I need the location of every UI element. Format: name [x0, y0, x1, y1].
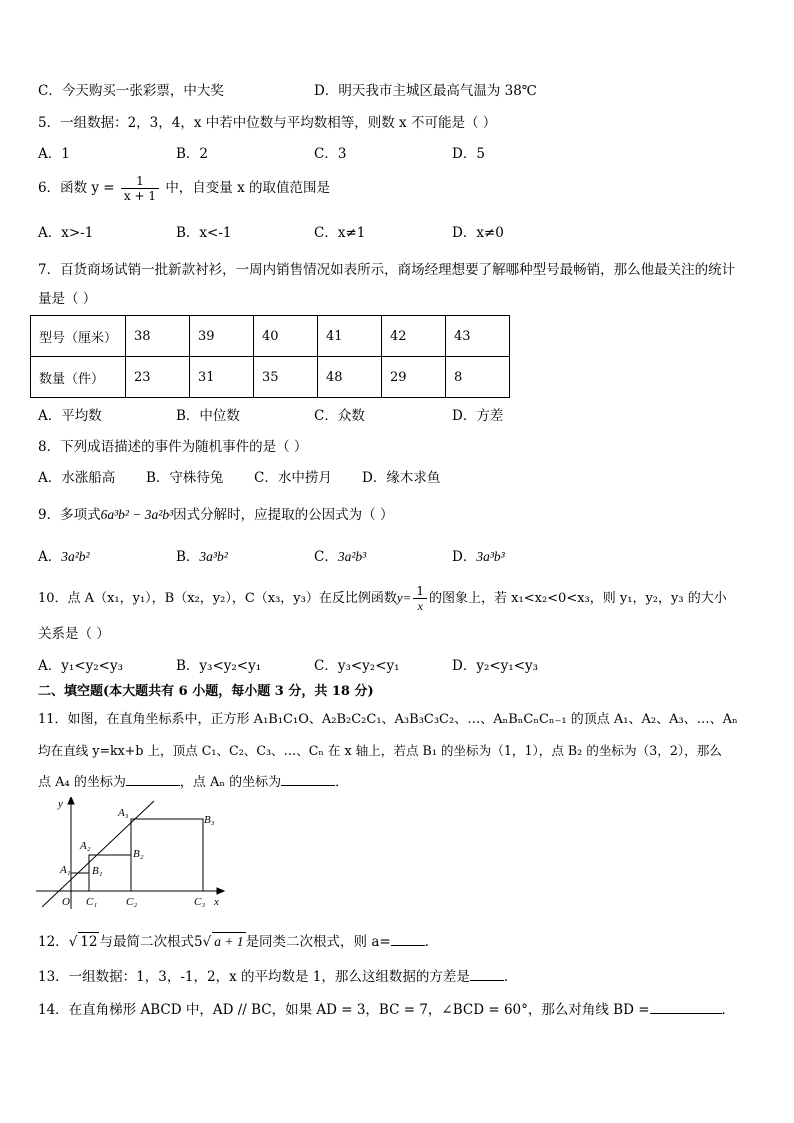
q12-stem: [38, 932, 438, 951]
sqrt-symbol: √: [202, 934, 212, 950]
q11-line3-b: ，点 Aₙ 的坐标为: [179, 775, 282, 790]
label-a2: A₂: [80, 840, 91, 852]
q7-option-c: C．众数: [314, 408, 365, 424]
table-cell: 38: [126, 316, 190, 357]
q10-fraction: [413, 584, 427, 613]
q9-option-d: D．3a³b³: [452, 549, 505, 565]
q12-end: ．: [424, 934, 439, 950]
q10-option-a: A．y₁<y₂<y₃: [38, 658, 123, 674]
answer-blank-q14[interactable]: [650, 1001, 722, 1014]
q13-stem: [38, 968, 517, 986]
q14-stem: [38, 1001, 735, 1019]
q11-line3-c: ．: [335, 775, 349, 790]
answer-blank-an[interactable]: [281, 773, 335, 786]
table-cell: 43: [446, 316, 510, 357]
q11-figure: [34, 797, 234, 912]
q8-stem: 8．下列成语描述的事件为随机事件的是（ ）: [38, 439, 308, 455]
q10-denominator: x: [417, 599, 423, 613]
table-cell: 31: [190, 357, 254, 398]
q11-line2: 均在直线 y=kx+b 上，顶点 C₁、C₂、C₃、…、Cₙ 在 x 轴上，若点 B₁ 的坐标为（1，1），点 B₂ 的坐标为（3，2），那么: [38, 743, 722, 758]
q12-sqrt2: a + 1: [214, 934, 244, 949]
section-2-title: 二、填空题(本大题共有 6 小题，每小题 3 分，共 18 分): [38, 684, 374, 699]
q6-y-eq: y =: [91, 180, 115, 196]
table-cell: 8: [446, 357, 510, 398]
label-a1: A₁: [60, 864, 71, 876]
q7-option-d: D．方差: [452, 408, 504, 424]
q8-option-c: C．水中捞月: [254, 470, 332, 486]
table-cell: 40: [254, 316, 318, 357]
q9-option-b: B．3a³b²: [176, 549, 228, 565]
q6-fraction: [121, 174, 159, 203]
q5-option-a: A．1: [38, 146, 70, 162]
q10-option-d: D．y₂<y₁<y₃: [452, 658, 539, 674]
label-c2: C₂: [126, 896, 138, 908]
q12-coef: 5: [193, 934, 203, 950]
q6-prefix: 6．函数: [38, 180, 88, 196]
q5-option-d: D．5: [452, 146, 485, 162]
table-header-cell: 数量（件）: [31, 357, 126, 398]
q13-end: ．: [503, 969, 518, 985]
q6-option-d: D．x≠0: [452, 225, 504, 241]
q12-suffix: 是同类二次根式，则 a=: [245, 934, 391, 950]
table-cell: 48: [318, 357, 382, 398]
table-header-cell: 型号（厘米）: [31, 316, 126, 357]
table-cell: 39: [190, 316, 254, 357]
q11-line3: [38, 773, 348, 792]
sqrt-symbol: √: [68, 934, 78, 950]
q9-option-a: A．3a²b²: [38, 549, 90, 565]
q6-suffix: 中，自变量 x 的取值范围是: [165, 180, 331, 196]
table-cell: 41: [318, 316, 382, 357]
q6-option-c: C．x≠1: [314, 225, 366, 241]
label-b1: B₁: [92, 865, 103, 877]
y-axis-arrow: [68, 797, 74, 804]
q6-option-b: B．x<-1: [176, 225, 232, 241]
table-cell: 42: [382, 316, 446, 357]
q10-option-b: B．y₃<y₂<y₁: [176, 658, 262, 674]
q10-suffix: 的图象上，若 x₁<x₂<0<x₃，则 y₁，y₂，y₃ 的大小: [429, 591, 727, 606]
q6-option-a: A．x>-1: [38, 225, 94, 241]
q7-stem-line2: 量是（ ）: [38, 291, 97, 307]
q10-numerator: 1: [413, 584, 427, 599]
q9-expression: 6a³b² − 3a²b³: [100, 507, 174, 522]
q7-option-a: A．平均数: [38, 408, 102, 424]
label-b2: B₂: [133, 848, 144, 860]
q11-line3-a: 点 A₄ 的坐标为: [38, 775, 126, 790]
q8-option-b: B．守株待兔: [146, 470, 224, 486]
q8-option-d: D．缘木求鱼: [362, 470, 441, 486]
q14-end: ．: [721, 1002, 736, 1018]
label-c3: C₃: [194, 896, 206, 908]
table-cell: 29: [382, 357, 446, 398]
q10-stem: [38, 580, 727, 617]
table-cell: 35: [254, 357, 318, 398]
label-x: x: [214, 896, 219, 908]
table-cell: 23: [126, 357, 190, 398]
q12-mid: 与最简二次根式: [99, 934, 194, 950]
q5-option-b: B．2: [176, 146, 209, 162]
q9-stem: [38, 506, 393, 524]
q10-y-eq: y=: [396, 590, 412, 605]
answer-blank-q13[interactable]: [470, 968, 504, 981]
q9-option-c: C．3a²b³: [314, 549, 367, 565]
q7-table: [30, 315, 510, 398]
q6-numerator: 1: [121, 174, 159, 189]
q4-option-d: D．明天我市主城区最高气温为 38℃: [314, 83, 537, 99]
q12-sqrt1: 12: [80, 934, 98, 950]
q5-option-c: C．3: [314, 146, 347, 162]
q4-option-c: C．今天购买一张彩票，中大奖: [38, 83, 224, 99]
q8-option-a: A．水涨船高: [38, 470, 116, 486]
q10-option-c: C．y₃<y₂<y₁: [314, 658, 400, 674]
answer-blank-a4[interactable]: [126, 773, 180, 786]
q13-text: 13．一组数据：1，3，-1，2，x 的平均数是 1，那么这组数据的方差是: [38, 969, 470, 985]
label-a3: A₃: [118, 807, 129, 819]
square-1: [71, 873, 89, 891]
q14-text: 14．在直角梯形 ABCD 中，AD // BC，如果 AD = 3，BC = 7，∠BCD = 60°，那么对角线 BD =: [38, 1002, 650, 1018]
answer-blank-q12[interactable]: [391, 933, 425, 946]
label-c1: C₁: [86, 896, 98, 908]
label-y: y: [58, 798, 63, 810]
q10-prefix: 10．点 A（x₁，y₁），B（x₂，y₂），C（x₃，y₃）在反比例函数: [38, 591, 397, 606]
q11-line1: 11．如图，在直角坐标系中，正方形 A₁B₁C₁O、A₂B₂C₂C₁、A₃B₃C₃C₂、…、AₙBₙCₙCₙ₋₁ 的顶点 A₁、A₂、A₃、…、Aₙ: [38, 712, 738, 727]
q12-prefix: 12．: [38, 934, 69, 950]
table-row: [31, 357, 510, 398]
q9-prefix: 9．多项式: [38, 507, 101, 523]
q6-stem: [38, 172, 330, 204]
q10-stem-line2: 关系是（ ）: [38, 626, 110, 642]
q6-denominator: x + 1: [123, 189, 157, 203]
table-row: [31, 316, 510, 357]
q7-option-b: B．中位数: [176, 408, 240, 424]
label-o: O: [62, 896, 70, 908]
q9-suffix: 因式分解时，应提取的公因式为（ ）: [173, 507, 394, 523]
q5-stem: 5．一组数据：2，3，4，x 中若中位数与平均数相等，则数 x 不可能是（ ）: [38, 115, 497, 131]
x-axis-arrow: [217, 888, 224, 894]
q7-stem-line1: 7．百货商场试销一批新款衬衫，一周内销售情况如表所示，商场经理想要了解哪种型号最畅销，那么他最关注的统计: [38, 262, 736, 278]
label-b3: B₃: [204, 814, 215, 826]
